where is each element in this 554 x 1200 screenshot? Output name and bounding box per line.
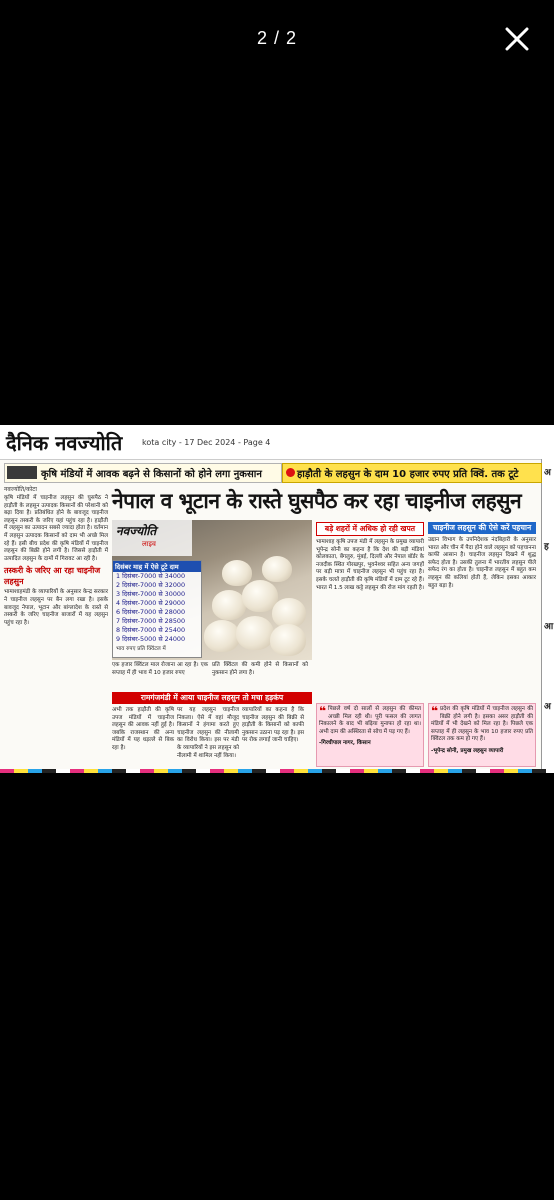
edition-info: kota city - 17 Dec 2024 - Page 4 [142, 438, 271, 447]
mid-caption-right: प्रति क्विंटल की कमी होने से किसानों को नुकसान होने लगा है। [212, 662, 308, 676]
close-button[interactable] [498, 20, 536, 58]
mid-bottom-text [112, 707, 312, 760]
left-subhead: तस्करी के जरिए आ रहा चाइनीज लहसुन [4, 566, 101, 587]
price-box [112, 560, 202, 658]
garlic-photo [112, 520, 312, 660]
price-row: 9 दिसंबर-5000 से 24000 [116, 635, 186, 643]
main-headline: नेपाल व भूटान के रास्ते घुसपैठ कर रहा चाइनीज लहसुन [112, 489, 522, 513]
ramganjmandi-banner: रामगंजमंडी में आया चाइनीज लहसुन तो मचा हड़कंप [112, 692, 312, 704]
price-row: 1 दिसंबर-7000 से 34000 [116, 572, 186, 580]
mid-caption-left: एक हजार क्विंटल माल रोजाना आ रहा है। एक सप्ताह में ही भाव में 10 हजार रुपए [112, 662, 208, 676]
trader-signature: -भूपेन्द्र सोनी, प्रमुख लहसुन व्यापारी [431, 747, 504, 754]
quote-icon: ❝ [319, 704, 327, 718]
photo-logo-text: नवज्योति [116, 524, 157, 538]
band-right-text: हाड़ौती के लहसुन के दाम 10 हजार रुपए प्रति क्विं. तक टूटे [297, 469, 519, 480]
farmer-signature: -गिरधीपाल नागर, किसान [319, 740, 371, 747]
big-cities-body: भामाशाह कृषि उपज मंडी में लहसुन के प्रमुख व्यापारी भूपेन्द्र सोनी का कहना है कि देश की बड़ी मंडियां कोलकाता, बेंगलुरु, मुंबई, दिल्ली और नेपाल बॉर्डर के नजदीक स्थित गोरखपुर, भुवनेश्वर सहित अन्य जगहों पर बड़ी मात्रा में चाइनीज लहसुन भी पहुंच रहा है। इसके चलते हाड़ौती की कृषि मंडियों में दाम टूट रहे हैं। भारत में 1.5 लाख कट्टे लहसुन की रोज मांग रहती है। [316, 539, 424, 591]
big-cities-tag: बड़े शहरों में अधिक हो रही खपत [316, 522, 424, 536]
farmer-quote: पिछले वर्ष दो सालों से लहसुन की कीमत अच्छी मिल रही थी। पूरी फसल की लागत निकालने के बाद भी बढ़िया मुनाफा हो रहा था। अभी दाम की अस्थिरता से सोच में पड़ गए हैं। [319, 706, 421, 735]
identification-body: उद्यान विभाग के उपनिदेशक नंदबिहारी के अनुसार भारत और चीन में पैदा होने वाले लहसुन को पहचानना काफी आसान है। चाइनीज लहसुन दिखने में शुद्ध सफेद होता है। उसकी तुलना में भारतीय लहसुन पीले सफेद रंग का होता है। चाइनीज लहसुन में बहुत कम लहसुन की कलियां होती हैं, लेकिन इसका आकार बहुत बड़ा है। [428, 537, 536, 589]
column-identification [428, 522, 536, 590]
quote-icon: ❝ [431, 704, 439, 718]
strip-char: आ [544, 622, 554, 632]
garlic-bulb [212, 590, 246, 620]
band-right [282, 463, 542, 483]
trader-quote-box [428, 703, 536, 767]
newspaper-image[interactable] [0, 425, 554, 773]
left-para-1: कृषि मंडियों में चाइनीज लहसुन की घुसपैठ ने हाड़ौती के लहसुन उत्पादक किसानों की परेशानी को बढ़ा दिया है। प्रतिबंधित होने के बावजूद चाइनीज लहसुन तस्करी के जरिए यहां पहुंच रहा है। हाड़ौती में लहसुन का उत्पादन सबसे ज्यादा होता है। वर्तमान में लहसुन उत्पादक किसानों को दाम भी अच्छे मिल रहे हैं। इसी बीच प्रदेश की कृषि मंडियों में चाइनीज लहसुन की बिक्री होने लगी है। जिससे हाड़ौती में उत्पादित लहसुन के दामों में गिरावट आ रही है। [4, 495, 108, 562]
garlic-bulb [262, 556, 292, 582]
price-row: 4 दिसंबर-7000 से 29000 [116, 599, 186, 607]
garlic-bulb [270, 624, 306, 656]
strip-char: अ [544, 468, 551, 478]
band-photo-block [7, 466, 37, 479]
trader-quote: प्रदेश की कृषि मंडियों में चाइनीज लहसुन की बिक्री होने लगी है। इसका असर हाड़ौती की मंडियों में भी देखने को मिल रहा है। पिछले एक सप्ताह में ही लहसुन के भाव 10 हजार रुपए प्रति क्विंटल तक कम हो गए हैं। [431, 706, 533, 743]
viewer-top-bar [0, 0, 554, 80]
band-left-text: कृषि मंडियों में आवक बढ़ने से किसानों को होने लगा नुकसान [41, 469, 262, 480]
price-row: 7 दिसंबर-7000 से 28500 [116, 617, 186, 625]
price-row: 8 दिसंबर-7000 से 25400 [116, 626, 186, 634]
price-box-title: दिसंबर माह में ऐसे टूटे दाम [113, 561, 201, 572]
strip-char: ह [544, 542, 549, 552]
left-column [4, 485, 108, 769]
left-para-2: भामाशाहमंडी के व्यापारियों के अनुसार केन्द्र सरकार ने चाइनीज लहसुन पर बैन लगा रखा है। इसके बावजूद नेपाल, भूटान और बांग्लादेश के रास्ते से तस्करी के जरिए चाइनीज बाजारों में यह लहसुन पहुंच रहा है। [4, 589, 108, 626]
mid-bottom-col-1: अभी तक हाड़ौती की कृषि उपज मंडियों में चाइनीज लहसुन की आवक नहीं हुई है। जबकि राजस्थान की अन्य मंडियों में यह धड़ल्ले से बिक रहा है। [112, 707, 174, 751]
garlic-bulb [222, 560, 252, 586]
farmer-quote-box [316, 703, 424, 767]
column-big-cities [316, 522, 424, 592]
price-box-footer: भाव रुपए प्रति क्विंटल में [116, 646, 166, 652]
photo-logo [112, 520, 192, 556]
strip-char: अ [544, 702, 551, 712]
byline: नवज्योति/कोटा [4, 486, 37, 493]
mid-bottom-col-2: पर यह लहसुन चाइनीज निकला। ऐसे में वहां मौजूद किसानों ने हंगामा करते हुए चाइनीज लहसुन की नीलामी का विरोध किया। इस पर मंडी के व्यापारियों ने इस लहसुन को नीलामी में शामिल नहीं किया। [177, 707, 239, 759]
photo-logo-sub: लाइव [142, 540, 156, 548]
price-row: 3 दिसंबर-7000 से 30000 [116, 590, 186, 598]
top-headline-band [4, 463, 540, 481]
bullet-icon [286, 468, 295, 477]
adjacent-page-strip [541, 459, 554, 773]
garlic-bulb [236, 616, 274, 650]
close-icon [498, 20, 536, 58]
mid-bottom-col-3: व्यापारियों का कहना है कि चाइनीज लहसुन की बिक्री से हाड़ौती के किसानों को काफी नुकसान उठाना पड़ रहा है। इस पर रोक लगाई जानी चाहिए। [242, 707, 304, 744]
garlic-bulb [204, 620, 240, 652]
image-counter: 2 / 2 [256, 28, 298, 48]
identification-tag: चाइनीज लहसुन की ऐसे करें पहचान [428, 522, 536, 534]
print-color-bar [0, 769, 554, 773]
band-left [4, 463, 282, 483]
price-row: 6 दिसंबर-7000 से 28000 [116, 608, 186, 616]
masthead [0, 425, 554, 460]
newspaper-logo: दैनिक नवज्योति [6, 431, 123, 455]
price-row: 2 दिसंबर-7000 से 32000 [116, 581, 186, 589]
mid-caption [112, 662, 312, 681]
